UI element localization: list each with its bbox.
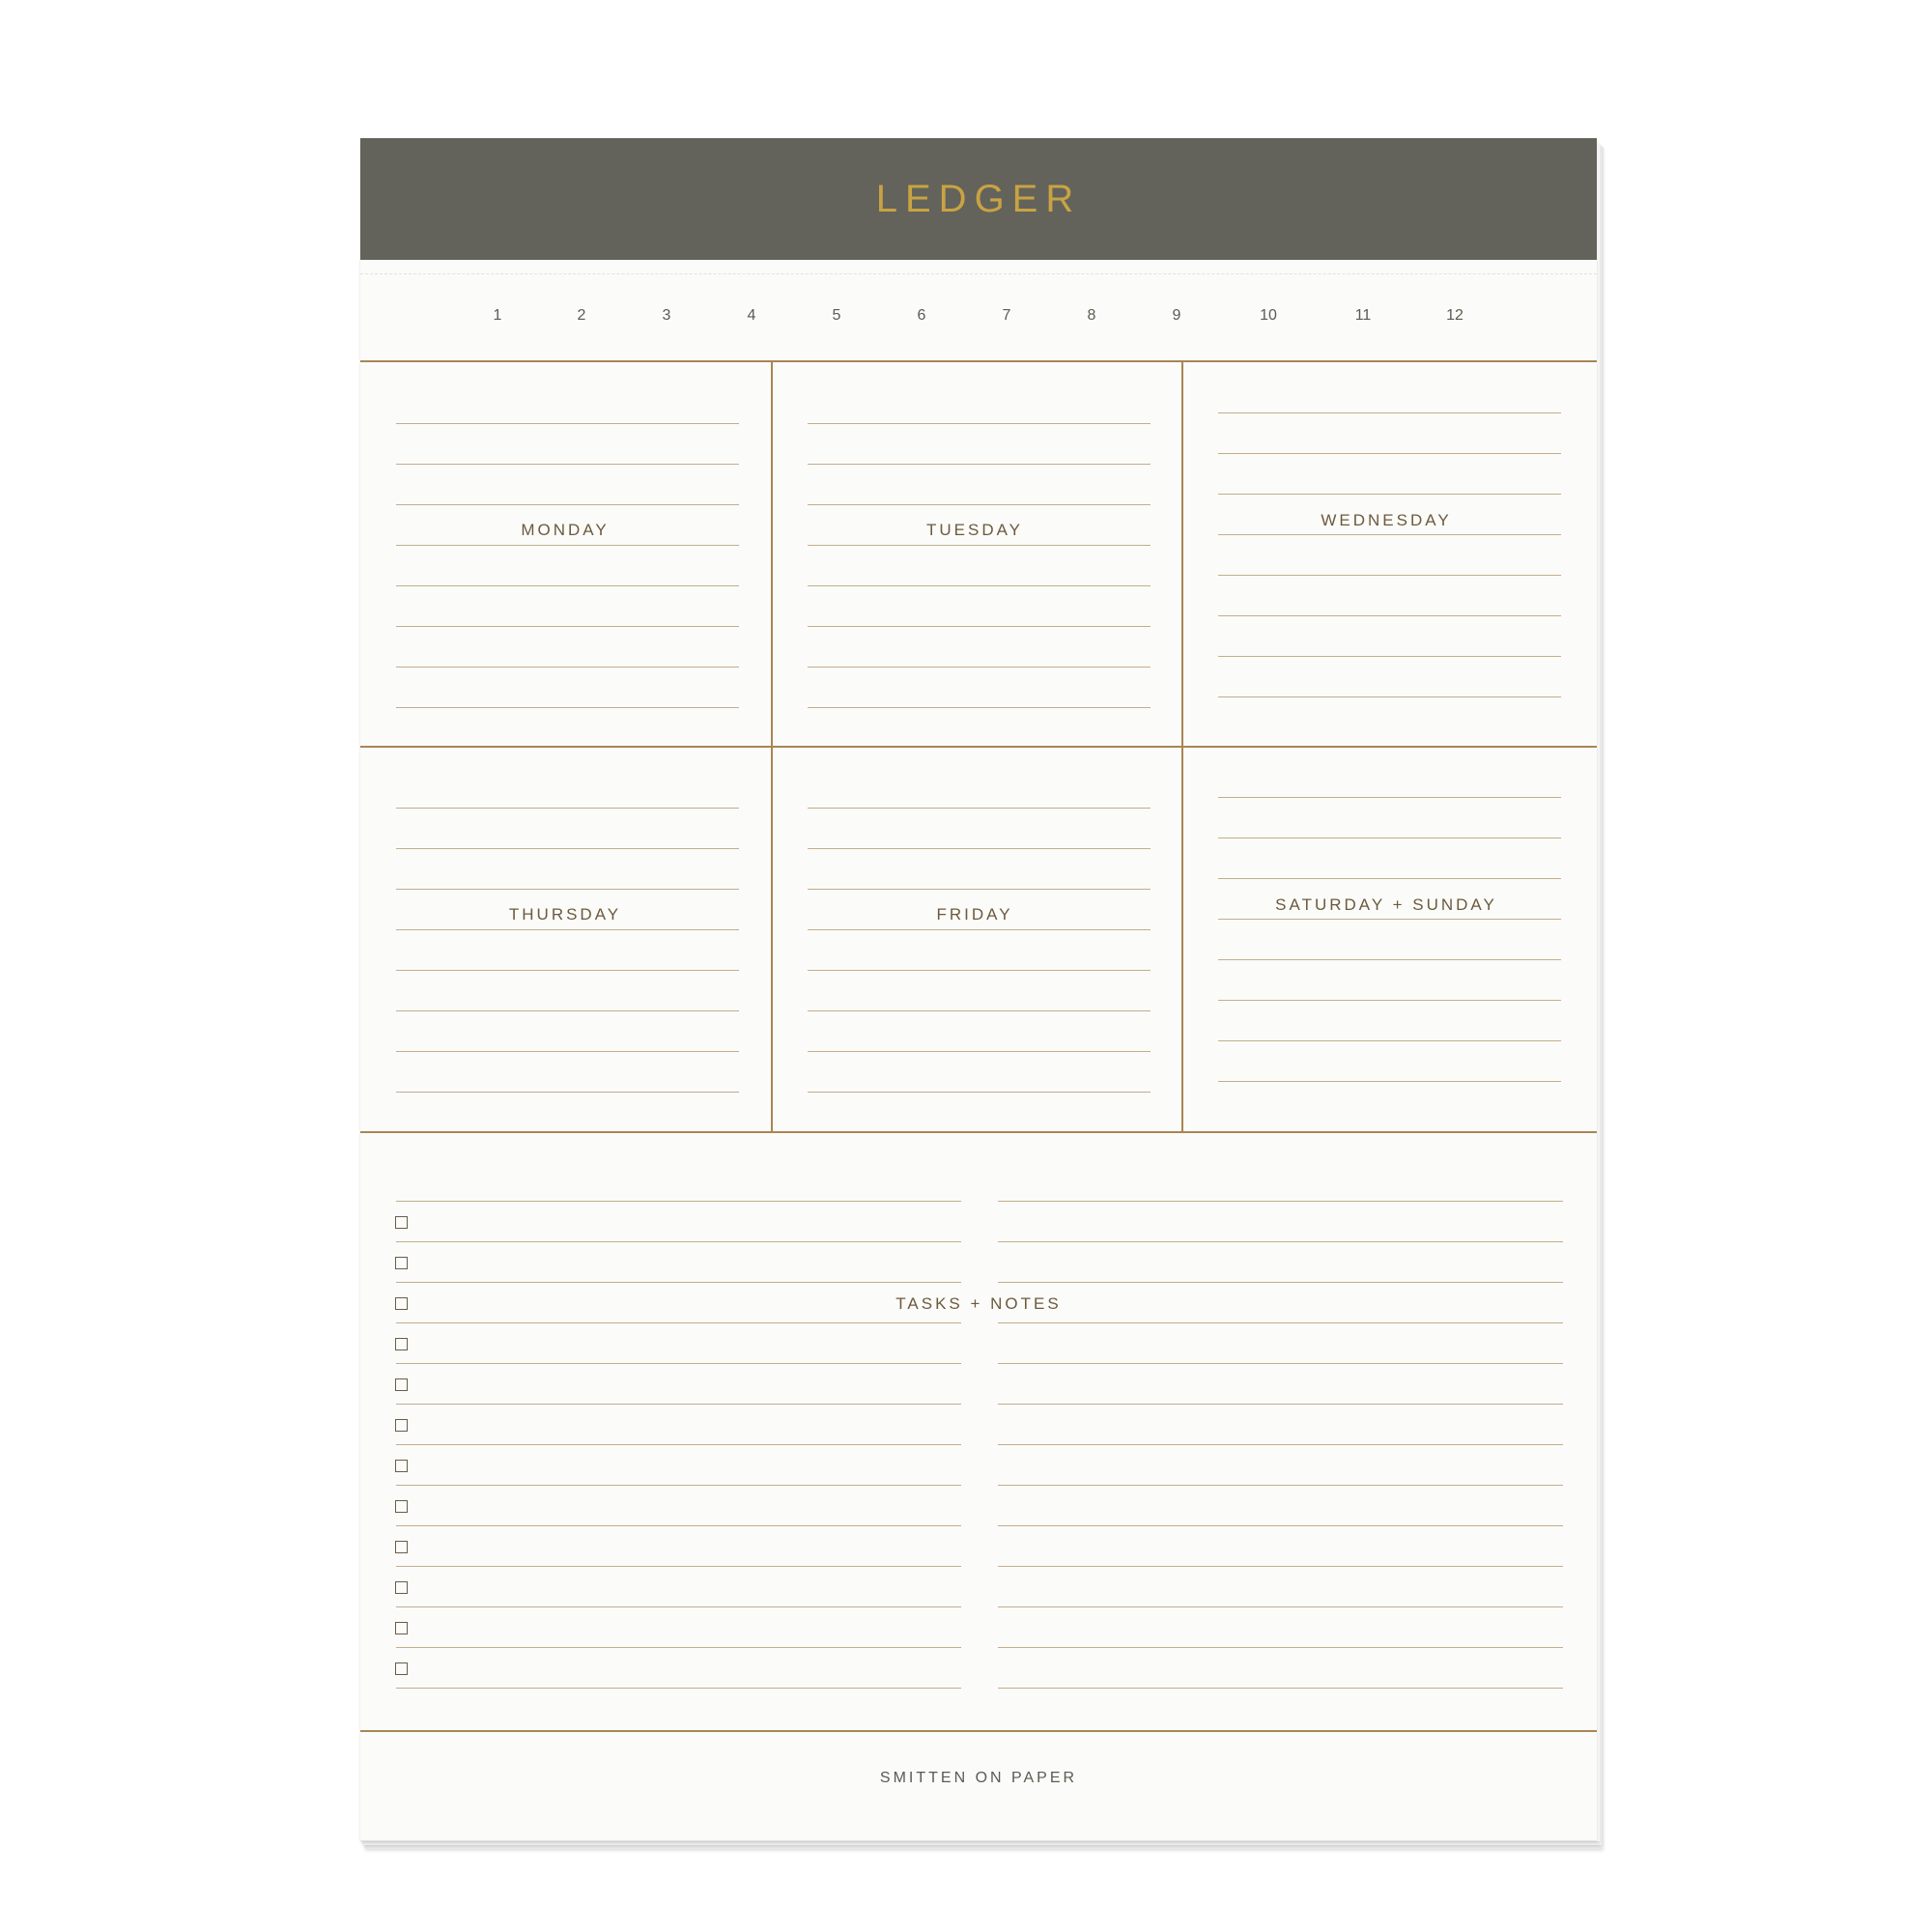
writing-line — [396, 1322, 961, 1323]
month-tracker-row — [360, 307, 1597, 346]
day-title-monday: MONDAY — [521, 521, 610, 539]
writing-line — [396, 464, 739, 465]
writing-line — [1218, 878, 1561, 879]
writing-line — [396, 1566, 961, 1567]
writing-line — [396, 504, 739, 505]
day-title-tuesday: TUESDAY — [925, 521, 1024, 539]
writing-line — [808, 1092, 1151, 1093]
writing-line — [808, 970, 1151, 971]
writing-line — [396, 1010, 739, 1011]
writing-line — [808, 423, 1151, 424]
month-number: 10 — [1260, 307, 1277, 324]
writing-line — [998, 1566, 1563, 1567]
writing-line — [396, 1688, 961, 1689]
day-title-friday: FRIDAY — [936, 905, 1013, 923]
writing-line — [998, 1201, 1563, 1202]
writing-line — [1218, 1000, 1561, 1001]
task-checkbox — [395, 1460, 408, 1472]
writing-line — [808, 585, 1151, 586]
task-checkbox — [395, 1257, 408, 1269]
writing-line — [396, 626, 739, 627]
header-band — [360, 138, 1597, 260]
writing-line — [396, 1282, 961, 1283]
writing-line — [396, 1241, 961, 1242]
perforation-line — [360, 273, 1597, 274]
month-number: 7 — [1002, 307, 1011, 324]
writing-line — [1218, 919, 1561, 920]
writing-line — [808, 848, 1151, 849]
writing-line — [1218, 959, 1561, 960]
writing-line — [998, 1241, 1563, 1242]
writing-line — [396, 970, 739, 971]
writing-line — [998, 1282, 1563, 1283]
day-title-wednesday: WEDNESDAY — [1321, 511, 1452, 529]
writing-line — [396, 1525, 961, 1526]
grid-divider-top — [360, 360, 1597, 362]
day-title-thursday: THURSDAY — [508, 905, 622, 923]
writing-line — [1218, 797, 1561, 798]
writing-line — [396, 1606, 961, 1607]
writing-line — [1218, 575, 1561, 576]
month-number: 3 — [662, 307, 671, 324]
month-number: 1 — [493, 307, 502, 324]
writing-line — [1218, 656, 1561, 657]
writing-line — [396, 1363, 961, 1364]
writing-line — [998, 1444, 1563, 1445]
task-checkbox — [395, 1581, 408, 1594]
writing-line — [998, 1688, 1563, 1689]
writing-line — [396, 889, 739, 890]
writing-line — [1218, 615, 1561, 616]
writing-line — [808, 1051, 1151, 1052]
month-number: 8 — [1087, 307, 1096, 324]
task-checkbox — [395, 1216, 408, 1229]
tasks-notes-title: TASKS + NOTES — [895, 1294, 1062, 1313]
task-checkbox — [395, 1622, 408, 1634]
task-checkbox — [395, 1541, 408, 1553]
task-checkbox — [395, 1500, 408, 1513]
grid-divider-lower — [360, 1131, 1597, 1133]
grid-divider-footer — [360, 1730, 1597, 1732]
task-checkbox — [395, 1378, 408, 1391]
writing-line — [998, 1322, 1563, 1323]
writing-line — [396, 929, 739, 930]
writing-line — [396, 1444, 961, 1445]
ledger-notepad — [360, 138, 1597, 1840]
month-number: 12 — [1446, 307, 1463, 324]
month-number: 6 — [917, 307, 926, 324]
writing-line — [808, 929, 1151, 930]
writing-line — [396, 707, 739, 708]
writing-line — [808, 504, 1151, 505]
writing-line — [396, 1051, 739, 1052]
writing-line — [1218, 1040, 1561, 1041]
brand-footer: SMITTEN ON PAPER — [879, 1770, 1078, 1786]
writing-line — [808, 1010, 1151, 1011]
writing-line — [396, 848, 739, 849]
writing-line — [998, 1525, 1563, 1526]
writing-line — [396, 1092, 739, 1093]
writing-line — [998, 1404, 1563, 1405]
writing-line — [396, 1201, 961, 1202]
writing-line — [1218, 412, 1561, 413]
writing-line — [396, 1404, 961, 1405]
month-number: 2 — [577, 307, 586, 324]
task-checkbox — [395, 1662, 408, 1675]
month-number: 11 — [1354, 307, 1372, 324]
grid-column-divider — [771, 360, 773, 1133]
task-checkbox — [395, 1338, 408, 1350]
writing-line — [998, 1485, 1563, 1486]
month-number: 4 — [747, 307, 756, 324]
writing-line — [808, 808, 1151, 809]
grid-column-divider — [1181, 360, 1183, 1133]
month-number: 5 — [832, 307, 841, 324]
writing-line — [396, 1647, 961, 1648]
writing-line — [396, 667, 739, 668]
writing-line — [396, 808, 739, 809]
writing-line — [808, 545, 1151, 546]
writing-line — [998, 1363, 1563, 1364]
task-checkbox — [395, 1419, 408, 1432]
task-checkbox — [395, 1297, 408, 1310]
writing-line — [998, 1647, 1563, 1648]
writing-line — [808, 707, 1151, 708]
grid-divider-middle — [360, 746, 1597, 748]
writing-line — [396, 545, 739, 546]
writing-line — [1218, 696, 1561, 697]
writing-line — [1218, 1081, 1561, 1082]
writing-line — [808, 667, 1151, 668]
writing-line — [1218, 534, 1561, 535]
month-number: 9 — [1172, 307, 1181, 324]
writing-line — [808, 626, 1151, 627]
writing-line — [396, 423, 739, 424]
writing-line — [396, 1485, 961, 1486]
writing-line — [808, 464, 1151, 465]
writing-line — [396, 585, 739, 586]
writing-line — [808, 889, 1151, 890]
writing-line — [1218, 453, 1561, 454]
day-title-weekend: SATURDAY + SUNDAY — [1275, 895, 1497, 914]
writing-line — [998, 1606, 1563, 1607]
writing-line — [1218, 494, 1561, 495]
pad-title: LEDGER — [875, 177, 1082, 220]
